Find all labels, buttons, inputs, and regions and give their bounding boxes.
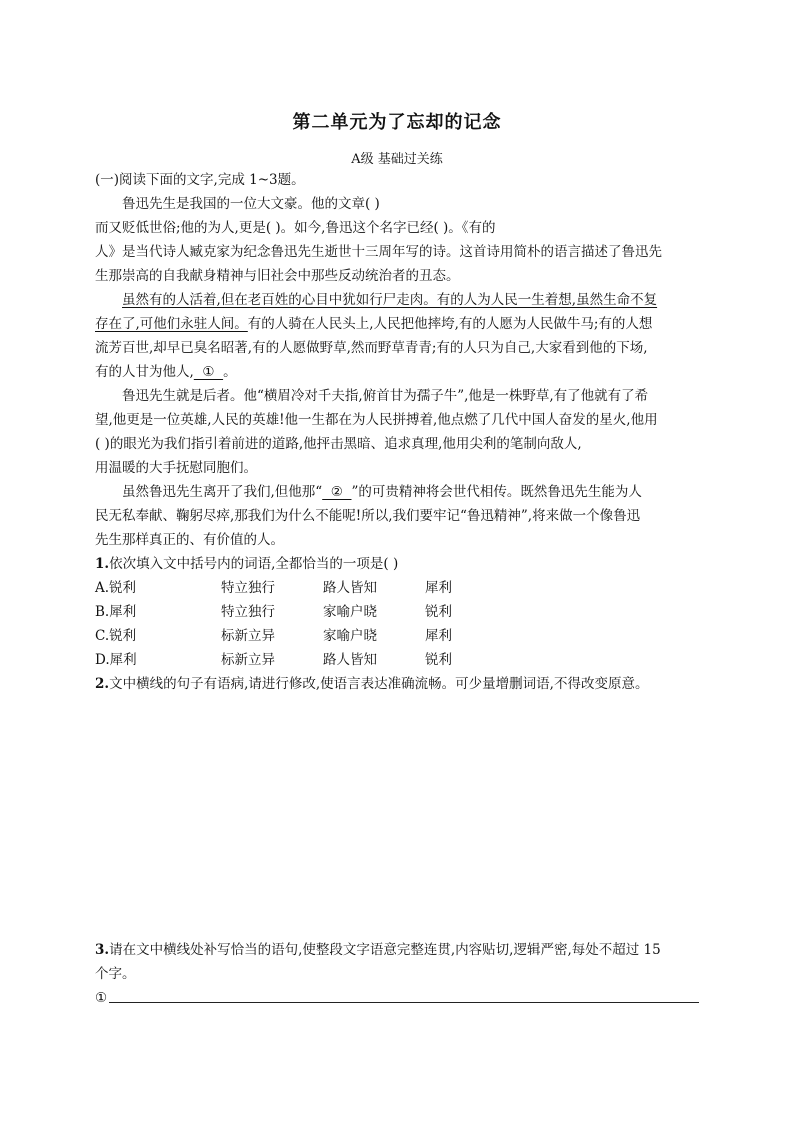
passage-p2-line3: 流芳百世,却早已臭名昭著,有的人愿做野草,然而野草青青;有的人只为自己,大家看到他的下场,: [95, 340, 648, 356]
option-d-word4: 锐利: [425, 652, 452, 668]
question-3-text-line1: 请在文中横线处补写恰当的语句,使整段文字语意完整连贯,内容贴切,逻辑严密,每处不超过 15: [109, 942, 661, 958]
passage-p1-line2: 而又贬低世俗;他的为人,更是( )。如今,鲁迅这个名字已经( )。《有的: [95, 220, 496, 236]
option-a-word3: 路人皆知: [323, 580, 377, 596]
passage-p2-line4-pre: 有的人甘为他人,: [95, 364, 194, 380]
question-3-text-line2: 个字。: [95, 966, 136, 982]
option-a-label: A.锐利: [95, 580, 137, 596]
option-d-word2: 标新立异: [221, 652, 275, 668]
page-subtitle: A级 基础过关练: [351, 152, 443, 167]
passage-p3-line1: 鲁迅先生就是后者。他“横眉冷对千夫指,俯首甘为孺子牛”,他是一株野草,有了他就有了希: [122, 388, 649, 404]
question-3-number: 3.: [95, 942, 110, 958]
passage-p1-line3: 人》是当代诗人臧克家为纪念鲁迅先生逝世十三周年写的诗。这首诗用简朴的语言描述了鲁迅先: [95, 244, 662, 260]
option-d-label: D.犀利: [95, 652, 137, 668]
underlined-sentence-end: 存在了,可他们永驻人间。: [95, 316, 248, 332]
option-a-word4: 犀利: [425, 580, 452, 596]
page-title: 第二单元为了忘却的记念: [292, 112, 502, 133]
option-b-word3: 家喻户晓: [323, 604, 377, 620]
option-b-word4: 锐利: [425, 604, 452, 620]
question-3: [95, 940, 661, 960]
passage-p2-line4: [95, 362, 237, 382]
passage-p3-line2: 望,他更是一位英雄,人民的英雄!他一生都在为人民拼搏着,他点燃了几代中国人奋发的星火,他用: [95, 412, 658, 428]
option-c-word2: 标新立异: [221, 628, 275, 644]
passage-p4-line3: 先生那样真正的、有价值的人。: [95, 532, 284, 548]
passage-p2-line2-rest: 有的人骑在人民头上,人民把他摔垮,有的人愿为人民做牛马;有的人想: [247, 316, 653, 332]
option-c-word3: 家喻户晓: [323, 628, 377, 644]
passage-p3-line3: ( )的眼光为我们指引着前进的道路,他抨击黑暗、追求真理,他用尖利的笔制向敌人,: [95, 436, 582, 452]
passage-p4-line1-pre: 虽然鲁迅先生离开了我们,但他那“: [122, 484, 323, 500]
passage-p1-line4: 生那崇高的自我献身精神与旧社会中那些反动统治者的丑态。: [95, 268, 460, 284]
option-a-word2: 特立独行: [221, 580, 275, 596]
passage-p4-line1: [95, 482, 642, 502]
question-2-text: 文中横线的句子有语病,请进行修改,使语言表达准确流畅。可少量增删词语,不得改变原意。: [109, 676, 649, 692]
option-c-label: C.锐利: [95, 628, 137, 644]
passage-p1-line1: 鲁迅先生是我国的一位大文豪。他的文章( ): [122, 196, 380, 212]
question-2-number: 2.: [95, 676, 110, 692]
passage-p2-line2: [95, 314, 652, 334]
blank-1: ①: [193, 364, 224, 380]
answer-line-1[interactable]: [109, 1002, 699, 1003]
option-c-word4: 犀利: [425, 628, 452, 644]
passage-p3-line4: 用温暖的大手抚慰同胞们。: [95, 460, 257, 476]
question-1-number: 1.: [95, 556, 110, 572]
answer-marker-1: ①: [95, 990, 108, 1006]
passage-p4-line2: 民无私奉献、鞠躬尽瘁,那我们为什么不能呢!所以,我们要牢记“鲁迅精神”,将来做一个像鲁迅: [95, 508, 641, 524]
blank-2: ②: [322, 484, 352, 500]
question-1: [95, 554, 398, 574]
question-1-text: 依次填入文中括号内的词语,全都恰当的一项是( ): [109, 556, 399, 572]
passage-p2-line1-underlined: 虽然有的人活着,但在老百姓的心目中犹如行尸走肉。有的人为人民一生着想,虽然生命不复: [122, 292, 658, 308]
option-b-word2: 特立独行: [221, 604, 275, 620]
reading-intro: (一)阅读下面的文字,完成 1~3题。: [95, 172, 305, 188]
passage-p4-line1-post: ”的可贵精神将会世代相传。既然鲁迅先生能为人: [351, 484, 642, 500]
passage-p2-line4-post: 。: [223, 364, 237, 380]
option-b-label: B.犀利: [95, 604, 137, 620]
question-2: [95, 674, 648, 694]
option-d-word3: 路人皆知: [323, 652, 377, 668]
